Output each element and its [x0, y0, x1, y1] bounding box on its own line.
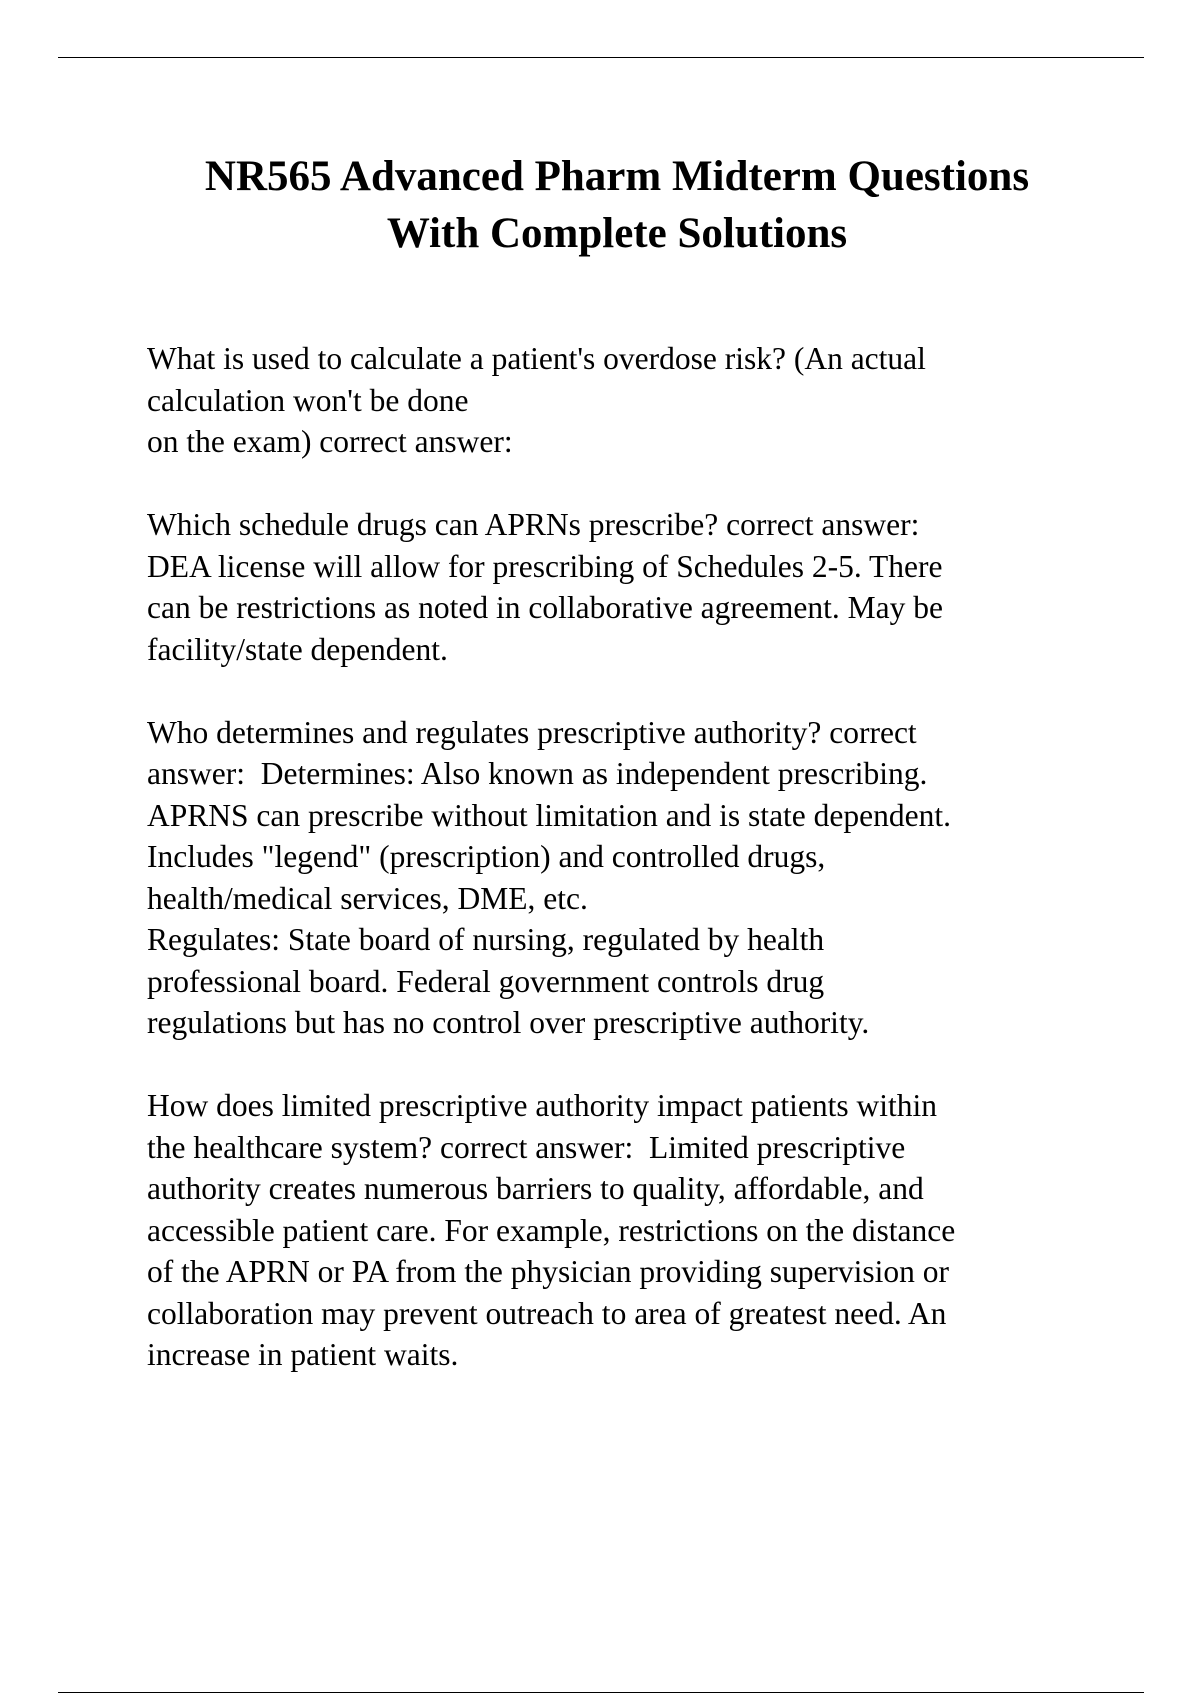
text-line: Which schedule drugs can APRNs prescribe? correct answer:	[147, 507, 920, 542]
text-line: the healthcare system? correct answer: Limited prescriptive	[147, 1129, 906, 1165]
top-divider	[58, 57, 1144, 58]
bottom-divider	[58, 1692, 1144, 1693]
text-line: DEA license will allow for prescribing of Schedules 2-5. There	[147, 548, 943, 584]
text-line: facility/state dependent.	[147, 631, 448, 667]
text-line: Regulates: State board of nursing, regulated by health	[147, 922, 825, 957]
text-line: of the APRN or PA from the physician providing supervision or	[147, 1254, 950, 1289]
text-line: increase in patient waits.	[147, 1337, 459, 1372]
qa-block-overdose-risk	[147, 338, 1107, 463]
text-line: accessible patient care. For example, restrictions on the distance	[147, 1212, 956, 1248]
text-line: can be restrictions as noted in collaborative agreement. May be	[147, 590, 943, 625]
text-line: on the exam) correct answer:	[147, 424, 513, 459]
text-line: collaboration may prevent outreach to area of greatest need. An	[147, 1295, 947, 1331]
text-line: How does limited prescriptive authority impact patients within	[147, 1088, 937, 1123]
qa-block-schedule-drugs	[147, 504, 1107, 670]
title-line: NR565 Advanced Pharm Midterm Questions	[204, 153, 1030, 200]
text-line: APRNS can prescribe without limitation and is state dependent.	[147, 797, 951, 833]
text-line: health/medical services, DME, etc.	[147, 880, 588, 916]
text-line: What is used to calculate a patient's overdose risk? (An actual	[147, 341, 926, 376]
text-line: regulations but has no control over prescriptive authority.	[147, 1005, 870, 1040]
document-body	[147, 338, 1107, 1417]
qa-block-prescriptive-authority	[147, 712, 1107, 1044]
text-line: professional board. Federal government controls drug	[147, 963, 825, 999]
text-line: authority creates numerous barriers to quality, affordable, and	[147, 1171, 924, 1206]
title-line: With Complete Solutions	[386, 210, 848, 257]
page-title	[120, 148, 1114, 262]
text-line: calculation won't be done	[147, 382, 469, 418]
text-line: answer: Determines: Also known as independent prescribing.	[147, 756, 928, 791]
text-line: Who determines and regulates prescriptive authority? correct	[147, 714, 917, 750]
text-line: Includes "legend" (prescription) and controlled drugs,	[147, 839, 826, 874]
qa-block-limited-authority	[147, 1085, 1107, 1376]
